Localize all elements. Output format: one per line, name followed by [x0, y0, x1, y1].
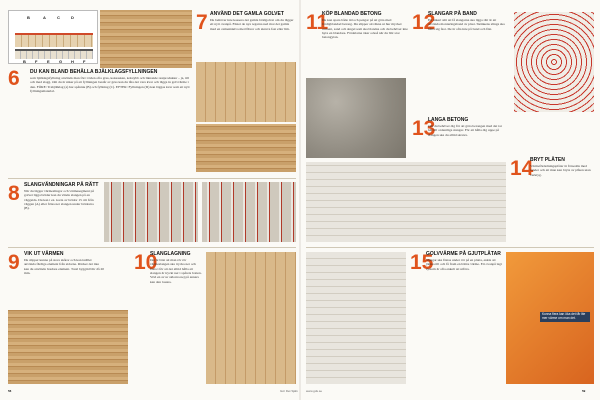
step-11	[322, 12, 408, 40]
right-footer	[582, 389, 585, 393]
step-heading: VIK UT VÄRMEN	[24, 251, 64, 257]
step-number: 7	[196, 11, 208, 34]
step-8	[24, 183, 100, 211]
step-body: När du lägger värmeslingor och värmesegment på golvet ligga bräder kan du vända slangen på en väggsida. Du kan t ex. korta av brädor 15 cm från väggen (A) eller fräsa ner slangen under brädorna (B).	[24, 188, 94, 211]
step-number: 11	[306, 11, 329, 34]
step-14	[530, 158, 594, 177]
diagram-label: E	[47, 59, 50, 64]
section-divider	[8, 178, 296, 179]
step-number: 12	[412, 11, 436, 34]
step-number: 9	[8, 251, 20, 274]
step-number: 8	[8, 182, 20, 205]
diagram-label: A	[43, 15, 46, 20]
diagram-label: C	[57, 15, 60, 20]
step-body: Värmefördelningsplåtar är försedda med rander och att man kan bryta av plåten utan verktyg.	[530, 163, 591, 177]
photo-floor-boards	[196, 124, 296, 172]
photo-insulation	[306, 162, 506, 242]
diagram-label: G	[59, 59, 63, 64]
step-heading: SLANGVÄNDNINGAR PÅ RÄTT	[24, 182, 99, 188]
diagram-label: H	[71, 59, 74, 64]
photo-cast-plates	[306, 252, 406, 384]
photo-floor-joists	[100, 10, 192, 68]
step-heading: ANVÄND DET GAMLA GOLVET	[210, 11, 284, 17]
step-12	[428, 12, 508, 31]
photo-pipe-turns-a	[104, 182, 198, 242]
step-body: Det är bäst att man rör rör värmeslangen ska trycka ner och fästa i för att det alltid hålla att slangen är tryckt ner i spårets botten. Vrid en av ur sidorna nej på annars kan den lossna.	[150, 257, 202, 284]
section-divider	[8, 247, 296, 248]
step-7	[210, 12, 296, 31]
step-body: Slangar ska fästas under rör på en platta, enkla att jämna till och få fram en bättre värme. Ett ovanpå lagt system är ofta enkelt att utföra.	[426, 257, 502, 271]
photo-concrete	[306, 78, 406, 158]
step-body: Du kan spara både tid och pengar på att göra med färdigblandad betong. Du slipper att räkna ut hur mycket cement, sand och singel som ska blandas och du behöver inte hyra en blandare. Fördelarna ökar också när du blir stor betongytan.	[322, 17, 408, 40]
diagram-label: F	[35, 59, 38, 64]
step-13	[428, 118, 504, 137]
spread-gutter	[299, 0, 301, 400]
photo-pipe-band	[514, 12, 594, 112]
step-number: 10	[134, 251, 158, 274]
step-heading: SLANGAR PÅ BAND	[428, 11, 477, 17]
page-number: 56	[8, 389, 12, 393]
step-number: 6	[8, 67, 20, 90]
step-body: som bjälklagsfyllning används man förr i tiden ofta grus, koksaskan, kolstybb och liknande restprodukter – ja, till och med slagg. Om du är säker på att fyllningen består av grus kan du låta det vara kvar och lägga in golvvärme i den. FÖRE: Trabjälklag (a) har spåntak (B) och fyllning (C). EFTER: Fyllningen (D) kan läggas kvar som ett nytt fyllningsmaterial.	[30, 75, 190, 93]
step-heading: GOLVVÄRME PÅ GJUTPLÅTAR	[426, 251, 501, 257]
step-heading: KÖP BLANDAD BETONG	[322, 11, 382, 17]
left-footer	[8, 389, 11, 393]
step-heading: DU KAN BLAND BEHÅLLA BJÄLKLAGSFYLLNINGEN	[30, 69, 158, 75]
step-body: Du slipper kunna på stora skåror och kan istället använda färdiga element från sidorna. Räcker det inte kan du använda bredare element. Total byggtid blir då 20 min.	[24, 257, 104, 275]
photo-caption: Kunna flera kan öka det får lite mer värme om man det.	[540, 312, 590, 322]
photo-floor-elements	[8, 310, 128, 384]
step-9	[24, 252, 104, 275]
step-body: Du behöver inte kassera det gamla brädgolvet om du lägger ett nytt ovanpå. Fästet de nya regarna ned mot det gamla med en cementskiva med fibrer och skruva fast eller lim.	[210, 17, 294, 31]
step-number: 14	[510, 157, 534, 180]
step-15	[426, 252, 502, 271]
step-number: 13	[412, 117, 436, 140]
diagram-label: B	[27, 15, 30, 20]
diagram-fill	[15, 51, 93, 59]
photo-pipe-turns-b	[202, 182, 296, 242]
step-10	[150, 252, 202, 284]
step-heading: LANGA BETONG	[428, 117, 469, 123]
diagram-label: F	[83, 59, 86, 64]
right-footer-site: www.gds.se	[306, 389, 323, 393]
step-number: 15	[410, 251, 434, 274]
diagram-label: D	[71, 15, 74, 20]
floor-diagram	[8, 10, 98, 64]
step-6	[30, 70, 190, 93]
diagram-fill	[15, 35, 93, 47]
step-heading: SLANGLAGNING	[150, 251, 191, 257]
diagram-label: B	[23, 59, 26, 64]
photo-old-floor	[196, 62, 296, 122]
photo-pipe-laying	[206, 252, 296, 384]
page-number: 59	[582, 389, 586, 393]
step-body: Ett säkert sätt att få slangarna ska ligga rätt är att använda monteringsband av plast. Skänkens slinga ska hålla sig fast. De är ofta inte på band och fäst.	[428, 17, 505, 31]
left-footer-mag: Gör Det Själv	[280, 389, 298, 393]
step-body: Om du behöver dig för att göra betongen med det tar här till ordentliga slangar. För att hålla dig uppe på slangen ska du alltid skruva.	[428, 123, 502, 137]
step-heading: BRYT PLÅTEN	[530, 157, 565, 163]
section-divider	[306, 247, 594, 248]
